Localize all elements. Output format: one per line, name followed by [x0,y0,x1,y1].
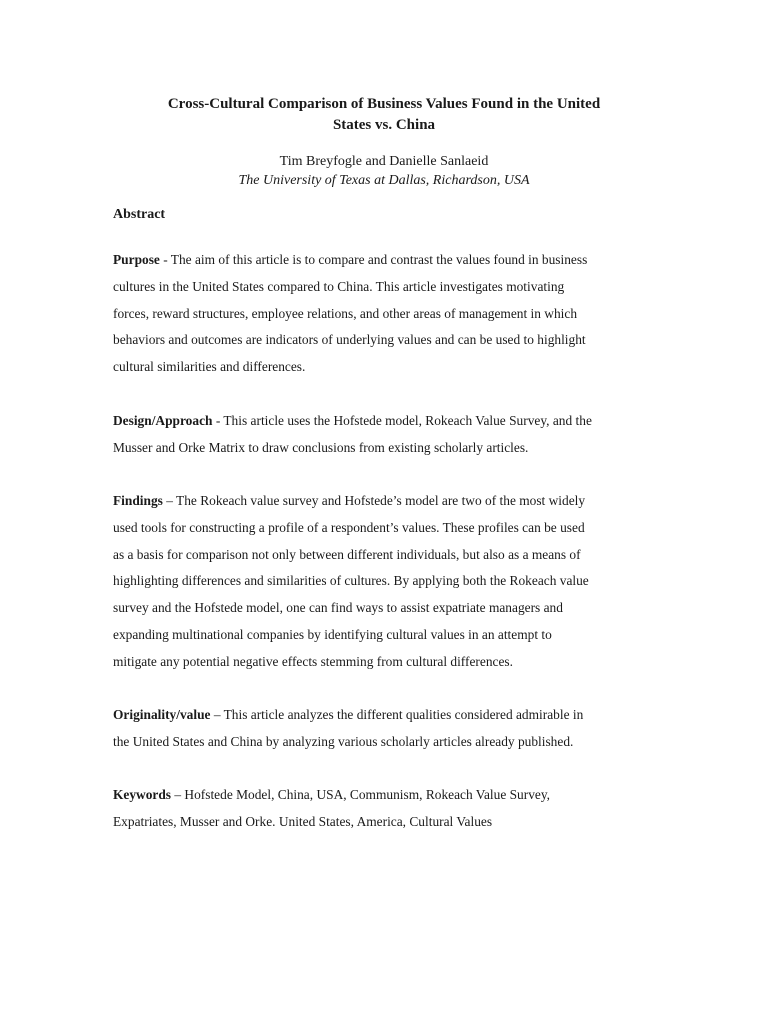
findings-line-5: survey and the Hofstede model, one can find ways to assist expatriate managers and [113,600,563,616]
purpose-label: Purpose [113,252,160,267]
findings-line-3: as a basis for comparison not only between different individuals, but also as a means of [113,546,581,562]
originality-line-1 [113,702,661,729]
keywords-line-1 [113,782,661,809]
originality-label: Originality/value [113,707,211,722]
design-line-2: Musser and Orke Matrix to draw conclusions from existing scholarly articles. [113,439,529,455]
findings-text-start: – The Rokeach value survey and Hofstede’s model are two of the most widely [162,493,586,508]
purpose-paragraph [113,247,661,381]
originality-text-start: – This article analyzes the different qualities considered admirable in [210,707,584,722]
author-block [100,152,668,190]
design-line-1 [113,408,661,435]
purpose-line-3: forces, reward structures, employee relations, and other areas of management in which [113,305,578,321]
findings-line-4: highlighting differences and similarities of cultures. By applying both the Rokeach value [113,573,589,589]
design-approach-paragraph [113,408,661,462]
findings-label: Findings [113,493,163,508]
keywords-text-start: – Hofstede Model, China, USA, Communism, Rokeach Value Survey, [171,787,551,802]
findings-paragraph [113,488,661,676]
paper-title-line-2: States vs. China [332,117,436,133]
originality-value-paragraph [113,702,661,756]
abstract-heading: Abstract [113,207,166,222]
purpose-line-4: behaviors and outcomes are indicators of underlying values and can be used to highlight [113,332,586,348]
findings-line-7: mitigate any potential negative effects stemming from cultural differences. [113,653,513,669]
keywords-line-2: Expatriates, Musser and Orke. United States, America, Cultural Values [113,813,493,829]
author-names: Tim Breyfogle and Danielle Sanlaeid [279,154,489,169]
keywords-paragraph [113,782,661,836]
author-affiliation: The University of Texas at Dallas, Richardson, USA [238,173,530,188]
keywords-label: Keywords [113,787,172,802]
purpose-line-1 [113,247,661,274]
design-text-start: - This article uses the Hofstede model, Rokeach Value Survey, and the [212,413,592,428]
design-label: Design/Approach [113,413,213,428]
paper-title-line-1: Cross-Cultural Comparison of Business Values Found in the United [167,96,601,112]
findings-line-6: expanding multinational companies by identifying cultural values in an attempt to [113,626,552,642]
purpose-text-start: - The aim of this article is to compare and contrast the values found in business [159,252,588,267]
originality-line-2: the United States and China by analyzing various scholarly articles already published. [113,733,574,749]
purpose-line-2: cultures in the United States compared to China. This article investigates motivating [113,278,565,294]
paper-title [100,94,668,136]
purpose-line-5: cultural similarities and differences. [113,359,306,375]
findings-line-2: used tools for constructing a profile of a respondent’s values. These profiles can be used [113,519,585,535]
findings-line-1 [113,488,661,515]
